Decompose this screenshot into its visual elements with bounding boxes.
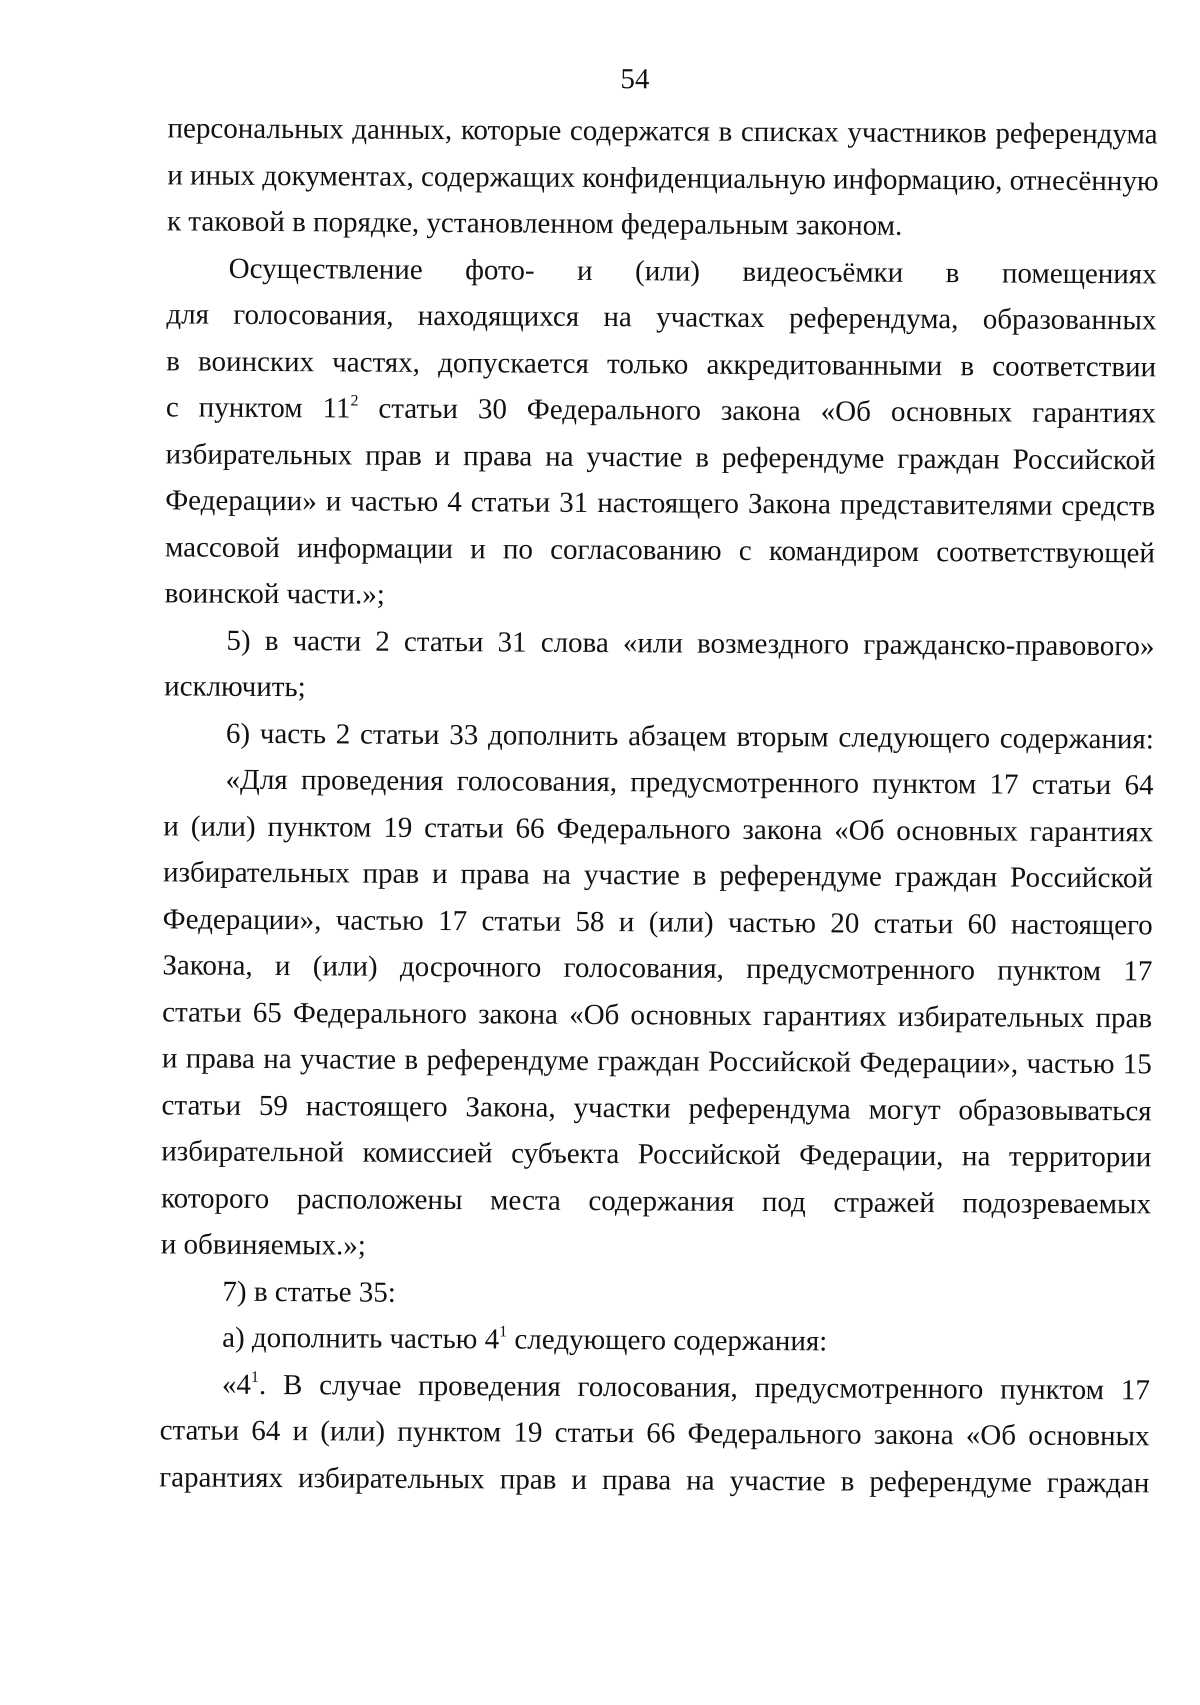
text-line	[166, 291, 1156, 344]
superscript: 1	[499, 1323, 508, 1341]
text-line-content: а) дополнить частью 4	[222, 1321, 500, 1356]
text-line-content: к таковой в порядке, установленном федеральным законом.	[166, 205, 903, 242]
text-line	[164, 617, 1154, 670]
text-line	[163, 756, 1153, 809]
text-line	[164, 710, 1154, 763]
text-line-content: и права на участие в референдуме граждан Российской Федерации», частью 15	[161, 1042, 1152, 1081]
text-line	[162, 942, 1152, 995]
text-line	[160, 1314, 1150, 1367]
text-line	[163, 896, 1153, 949]
text-line-content: 7) в статье 35:	[222, 1275, 397, 1309]
text-line	[161, 1082, 1151, 1135]
text-line	[167, 245, 1157, 298]
text-line-continuation: . В случае проведения голосования, предусмотренного пунктом 17	[258, 1368, 1150, 1406]
text-line-content: массовой информации и по согласованию с командиром соответствующей	[164, 530, 1156, 569]
document-body	[159, 105, 1158, 1506]
text-line	[166, 384, 1156, 437]
text-line	[167, 105, 1157, 158]
text-line-content: «4	[221, 1368, 252, 1401]
text-line	[164, 663, 1154, 716]
text-line-content: избирательной комиссией субъекта Российской Федерации, на территории	[161, 1135, 1152, 1174]
text-line-content: 5) в части 2 статьи 31 слова «или возмездного гражданско-правового»	[226, 624, 1155, 662]
page-number: 54	[620, 63, 650, 96]
text-line-content: Осуществление фото- и (или) видеосъёмки в помещениях	[228, 252, 1157, 290]
text-line-content: статьи 59 настоящего Закона, участки референдума могут образовываться	[161, 1088, 1152, 1127]
text-line-content: и обвиняемых.»;	[160, 1228, 366, 1262]
text-line-content: избирательных прав и права на участие в референдуме граждан Российской	[165, 437, 1156, 476]
text-line-content: 6) часть 2 статьи 33 дополнить абзацем вторым следующего содержания:	[225, 717, 1154, 755]
text-line	[165, 524, 1155, 577]
text-line	[167, 198, 1157, 251]
text-line	[165, 477, 1155, 530]
text-line	[161, 1175, 1151, 1228]
text-line-content: статьи 64 и (или) пунктом 19 статьи 66 Федерального закона «Об основных	[159, 1414, 1150, 1453]
text-line	[162, 1035, 1152, 1088]
text-line	[159, 1454, 1149, 1507]
text-line-content: персональных данных, которые содержатся в списках участников референдума	[167, 112, 1158, 151]
text-line-content: для голосования, находящихся на участках референдума, образованных	[166, 298, 1157, 337]
text-line-content: и иных документах, содержащих конфиденциальную информацию, отнесённую	[167, 158, 1159, 197]
text-line	[167, 152, 1157, 205]
text-line	[161, 1128, 1151, 1181]
text-line-content: Федерации» и частью 4 статьи 31 настоящего Закона представителями средств	[165, 484, 1156, 523]
text-line-content: Закона, и (или) досрочного голосования, предусмотренного пунктом 17	[162, 949, 1153, 988]
superscript: 1	[250, 1368, 260, 1386]
text-line-content: которого расположены места содержания под стражей подозреваемых	[160, 1181, 1152, 1220]
text-line	[159, 1407, 1149, 1460]
text-line	[163, 803, 1153, 856]
text-line	[165, 431, 1155, 484]
superscript: 2	[350, 392, 359, 410]
text-line	[160, 1361, 1150, 1414]
text-line-content: с пунктом 11	[165, 391, 351, 425]
text-line-content: гарантиях избирательных прав и права на участие в референдуме граждан	[159, 1460, 1150, 1499]
text-line-content: и (или) пунктом 19 статьи 66 Федерального закона «Об основных гарантиях	[163, 809, 1154, 848]
text-line-content: «Для проведения голосования, предусмотренного пунктом 17 статьи 64	[225, 763, 1154, 802]
text-line-content: избирательных прав и права на участие в референдуме граждан Российской	[162, 856, 1154, 895]
text-line-content: статьи 65 Федерального закона «Об основных гарантиях избирательных прав	[162, 995, 1153, 1034]
text-line	[163, 849, 1153, 902]
text-line-content: воинской части.»;	[164, 577, 385, 611]
text-line	[165, 570, 1155, 623]
text-line	[161, 1221, 1151, 1274]
text-line	[162, 989, 1152, 1042]
text-line-continuation: следующего содержания:	[507, 1323, 828, 1358]
text-line-content: Федерации», частью 17 статьи 58 и (или) частью 20 статьи 60 настоящего	[162, 902, 1153, 941]
text-line	[166, 338, 1156, 391]
text-line-content: исключить;	[164, 670, 306, 704]
text-line	[160, 1268, 1150, 1321]
text-line-continuation: статьи 30 Федерального закона «Об основных гарантиях	[358, 392, 1156, 430]
text-line-content: в воинских частях, допускается только аккредитованными в соответствии	[166, 344, 1157, 383]
